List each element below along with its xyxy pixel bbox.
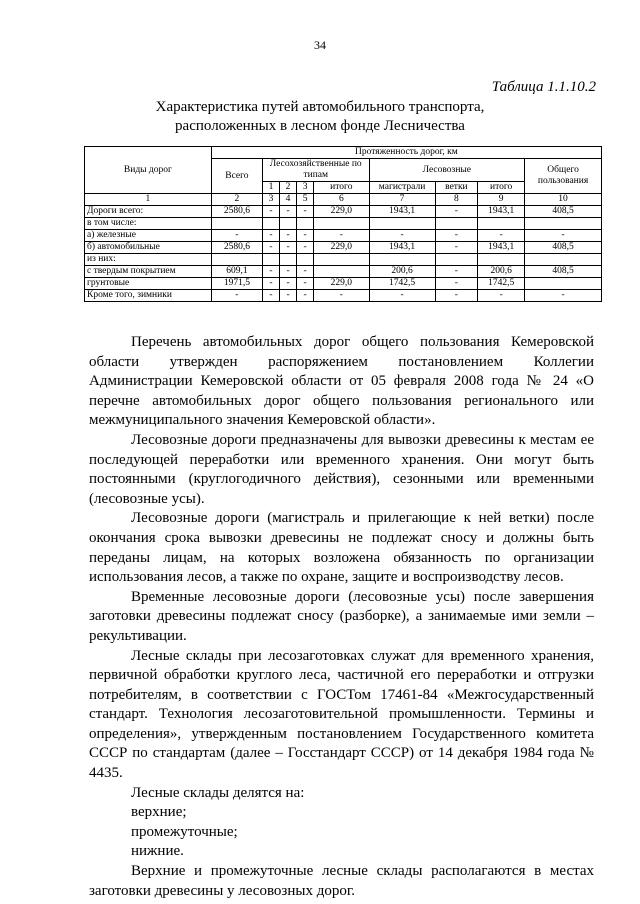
table-cell xyxy=(478,254,525,266)
table-cell xyxy=(262,254,279,266)
header-sub: итого xyxy=(314,182,369,194)
header-sub: 1 xyxy=(262,182,279,194)
list-item: нижние. xyxy=(131,843,184,860)
list-item: промежуточные; xyxy=(131,823,238,840)
table-title-line: расположенных в лесном фонде Лесничества xyxy=(175,118,465,134)
row-label: Дороги всего: xyxy=(85,206,212,218)
table-cell: 1742,5 xyxy=(369,278,435,290)
table-cell: - xyxy=(435,278,478,290)
row-label: Кроме того, зимники xyxy=(85,290,212,302)
row-label: б) автомобильные xyxy=(85,242,212,254)
table-cell: - xyxy=(211,290,262,302)
table-cell: - xyxy=(297,206,314,218)
table-cell: - xyxy=(262,242,279,254)
table-cell: - xyxy=(297,290,314,302)
header-forestry-types: Лесохозяйственные по типам xyxy=(262,159,369,182)
table-cell: - xyxy=(262,206,279,218)
table-cell xyxy=(435,218,478,230)
table-cell xyxy=(525,278,602,290)
table-cell: - xyxy=(211,230,262,242)
table-cell xyxy=(262,218,279,230)
table-cell: 1742,5 xyxy=(478,278,525,290)
table-cell: 408,5 xyxy=(525,242,602,254)
numbering-row xyxy=(85,194,602,206)
table-row xyxy=(85,218,602,230)
table-cell xyxy=(297,254,314,266)
table-cell: - xyxy=(262,290,279,302)
column-number: 7 xyxy=(369,194,435,206)
row-label: грунтовые xyxy=(85,278,212,290)
table-cell xyxy=(280,218,297,230)
paragraph: Лесные склады при лесозаготовках служат для временного хранения, первичной обработки круглого леса, частичной его переработки и отгрузки потребителям, в соответствии с ГОСТом 17461-84 «Межгосударственный стандарт. Технология лесозаготовительной промышленности. Термины и определения», утвержденным постановлением Государственного комитета СССР по стандартам (далее – Госстандарт СССР) от 14 декабря 1984 года № 4435. xyxy=(89,647,594,782)
table-body xyxy=(85,206,602,302)
table-title xyxy=(0,98,640,136)
page-number: 34 xyxy=(314,38,326,52)
header-sub: 2 xyxy=(280,182,297,194)
table-row xyxy=(85,230,602,242)
table-row xyxy=(85,206,602,218)
table-cell xyxy=(369,218,435,230)
table-row xyxy=(85,242,602,254)
table-cell: 1943,1 xyxy=(478,242,525,254)
table-cell: 2580,6 xyxy=(211,242,262,254)
table-cell xyxy=(314,266,369,278)
header-public: Общего пользования xyxy=(525,159,602,194)
header-logging: Лесовозные xyxy=(369,159,525,182)
table-cell: - xyxy=(297,266,314,278)
table-cell: - xyxy=(314,230,369,242)
table-cell xyxy=(211,254,262,266)
header-length: Протяженность дорог, км xyxy=(211,147,601,159)
table-row xyxy=(85,254,602,266)
table-cell: 2580,6 xyxy=(211,206,262,218)
row-label: а) железные xyxy=(85,230,212,242)
table-cell: - xyxy=(314,290,369,302)
table-cell: - xyxy=(435,266,478,278)
roads-table xyxy=(84,146,602,302)
table-cell: 229,0 xyxy=(314,278,369,290)
table-cell: - xyxy=(280,230,297,242)
column-number: 5 xyxy=(297,194,314,206)
paragraph: Перечень автомобильных дорог общего пользования Кемеровской области утвержден распоряжением постановлением Коллегии Администрации Кемеровской области от 05 февраля 2008 года № 24 «О перечне автомобильных дорог общего пользования регионального или межмуниципального значения Кемеровской области». xyxy=(89,334,594,429)
table-cell xyxy=(435,254,478,266)
table-cell: 229,0 xyxy=(314,206,369,218)
row-label: в том числе: xyxy=(85,218,212,230)
table-cell xyxy=(478,218,525,230)
table-cell: 408,5 xyxy=(525,206,602,218)
column-number: 6 xyxy=(314,194,369,206)
table-row xyxy=(85,290,602,302)
table-cell: - xyxy=(280,266,297,278)
table-cell xyxy=(314,218,369,230)
table-cell: 200,6 xyxy=(369,266,435,278)
table-cell xyxy=(525,254,602,266)
column-number: 10 xyxy=(525,194,602,206)
table-row xyxy=(85,278,602,290)
table-cell: - xyxy=(435,290,478,302)
row-label: с твердым покрытием xyxy=(85,266,212,278)
paragraph: Лесовозные дороги (магистраль и прилегающие к ней ветки) после окончания срока вывозки древесины не подлежат сносу и должны быть переданы лицам, на которых возложена обязанность по организации использования лесов, а также по охране, защите и воспроизводству лесов. xyxy=(89,510,594,586)
table-cell xyxy=(211,218,262,230)
column-number: 8 xyxy=(435,194,478,206)
header-sub: 3 xyxy=(297,182,314,194)
table-cell: - xyxy=(478,230,525,242)
table-title-line: Характеристика путей автомобильного транспорта, xyxy=(155,99,485,115)
column-number: 1 xyxy=(85,194,212,206)
table-cell: 408,5 xyxy=(525,266,602,278)
column-number: 4 xyxy=(280,194,297,206)
table-cell: - xyxy=(297,278,314,290)
header-sub: магистрали xyxy=(369,182,435,194)
table-row xyxy=(85,266,602,278)
table-cell: - xyxy=(297,230,314,242)
column-number: 9 xyxy=(478,194,525,206)
table-cell: - xyxy=(262,278,279,290)
table-cell: - xyxy=(435,206,478,218)
header-sub: итого xyxy=(478,182,525,194)
column-number: 3 xyxy=(262,194,279,206)
paragraph: Временные лесовозные дороги (лесовозные усы) после завершения заготовки древесины подлежат сносу (разборке), а занимаемые ими земли – рекультивации. xyxy=(89,588,594,644)
list-item: верхние; xyxy=(131,804,187,821)
body-text xyxy=(89,333,594,901)
table-cell: - xyxy=(280,278,297,290)
table-cell: - xyxy=(435,230,478,242)
table-cell: - xyxy=(435,242,478,254)
table-cell: - xyxy=(262,230,279,242)
column-number: 2 xyxy=(211,194,262,206)
table-cell: - xyxy=(478,290,525,302)
table-cell: - xyxy=(280,290,297,302)
table-cell: - xyxy=(369,290,435,302)
table-cell: - xyxy=(280,206,297,218)
table-cell xyxy=(525,218,602,230)
table-caption: Таблица 1.1.10.2 xyxy=(491,79,596,95)
table-cell xyxy=(369,254,435,266)
row-label: из них: xyxy=(85,254,212,266)
header-road-types: Виды дорог xyxy=(85,147,212,194)
paragraph: Верхние и промежуточные лесные склады располагаются в местах заготовки древесины у лесовозных дорог. xyxy=(89,863,594,899)
table-cell: 1971,5 xyxy=(211,278,262,290)
table-cell: 229,0 xyxy=(314,242,369,254)
table-cell xyxy=(280,254,297,266)
table-cell: - xyxy=(297,242,314,254)
table-cell: 1943,1 xyxy=(369,242,435,254)
table-cell: 200,6 xyxy=(478,266,525,278)
table-cell: 1943,1 xyxy=(478,206,525,218)
paragraph: Лесовозные дороги предназначены для вывозки древесины к местам ее последующей переработки или временного хранения. Они могут быть постоянными (круглогодичного действия), сезонными или временными (лесовозные усы). xyxy=(89,431,594,507)
table-cell: 1943,1 xyxy=(369,206,435,218)
table-cell: 609,1 xyxy=(211,266,262,278)
header-sub: ветки xyxy=(435,182,478,194)
table-cell: - xyxy=(369,230,435,242)
paragraph: Лесные склады делятся на: xyxy=(131,784,305,801)
table-cell: - xyxy=(262,266,279,278)
table-cell xyxy=(314,254,369,266)
table-cell: - xyxy=(280,242,297,254)
table-cell xyxy=(297,218,314,230)
table-cell: - xyxy=(525,290,602,302)
table-cell: - xyxy=(525,230,602,242)
header-total: Всего xyxy=(211,159,262,194)
